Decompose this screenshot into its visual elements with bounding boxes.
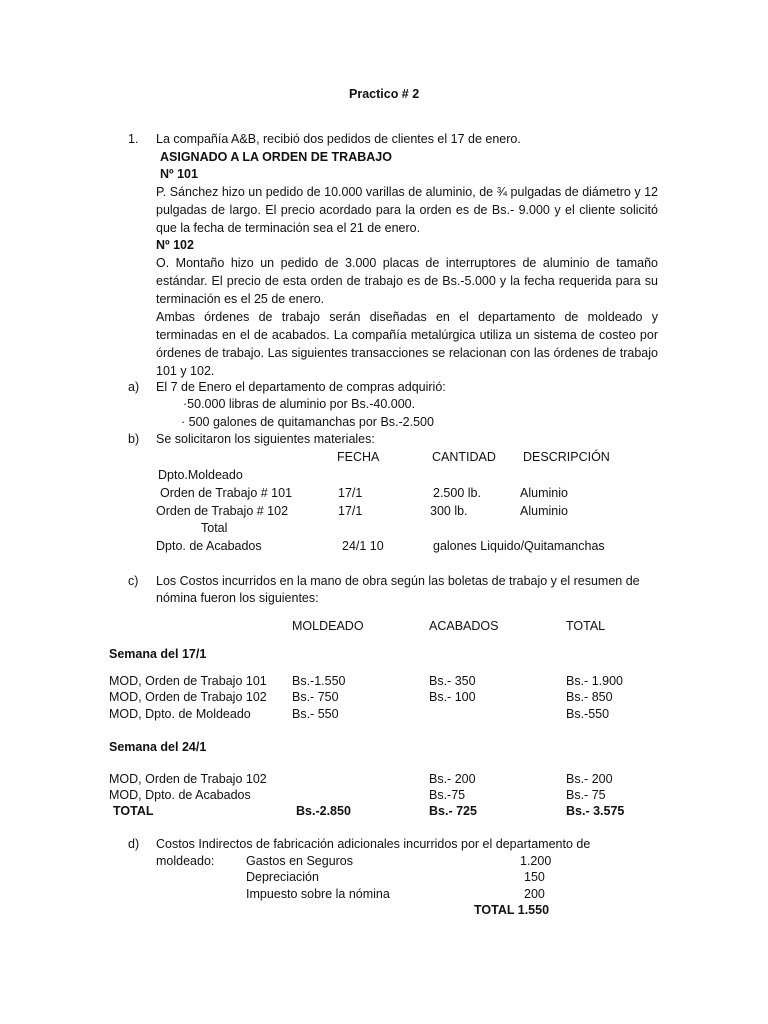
- labor-row-label: MOD, Orden de Trabajo 102: [109, 772, 267, 786]
- overhead-item-label: Gastos en Seguros: [246, 854, 354, 868]
- labor-total-moldeado: Bs.-2.850: [296, 804, 351, 818]
- labor-total-total: Bs.- 3.575: [566, 804, 625, 818]
- labor-total-acabados: Bs.- 725: [429, 804, 477, 818]
- material-row-cantidad: 2.500 lb.: [433, 486, 481, 500]
- overhead-item-value: 1.200: [520, 854, 552, 868]
- overhead-item-label: Depreciación: [246, 870, 319, 884]
- labor-row-total: Bs.- 1.900: [566, 674, 623, 688]
- material-row-label: Orden de Trabajo # 102: [156, 504, 289, 518]
- header-acabados: ACABADOS: [429, 619, 499, 633]
- header-cantidad: CANTIDAD: [432, 450, 496, 464]
- item-a-label: a): [128, 380, 140, 394]
- both-orders-text: Ambas órdenes de trabajo serán diseñadas en el departamento de moldeado y terminadas en el de acabados. La compañía metalúrgica utiliza un sistema de costeo por órdenes de trabajo. Las siguientes transacciones se relacionan con las órdenes de trabajo 101 y 102.: [156, 310, 658, 378]
- header-fecha: FECHA: [337, 450, 380, 464]
- overhead-total: TOTAL 1.550: [474, 903, 550, 917]
- item-number: 1.: [128, 132, 139, 146]
- header-total: TOTAL: [566, 619, 606, 633]
- week-label: Semana del 24/1: [109, 740, 207, 754]
- item-d-text: Costos Indirectos de fabricación adicionales incurridos por el departamento de: [156, 837, 591, 851]
- materials-total-label: Total: [201, 521, 228, 535]
- overhead-item-value: 150: [524, 870, 545, 884]
- item-d-text: moldeado:: [156, 854, 215, 868]
- purchase-item: ·50.000 libras de aluminio por Bs.-40.000.: [183, 397, 416, 411]
- labor-row-label: MOD, Orden de Trabajo 102: [109, 690, 267, 704]
- labor-row-acabados: Bs.- 350: [429, 674, 476, 688]
- page-title: Practico # 2: [349, 87, 420, 101]
- item-b-label: b): [128, 432, 140, 446]
- labor-row-label: MOD, Dpto. de Acabados: [109, 788, 251, 802]
- order-102-label: Nº 102: [156, 238, 194, 252]
- order-101-text: P. Sánchez hizo un pedido de 10.000 varillas de aluminio, de ¾ pulgadas de diámetro y 12 pulgadas de largo. El precio acordado para la orden es de Bs.- 9.000 y el cliente solicitó que la fecha de terminación sea el 21 de enero.: [156, 185, 658, 235]
- item-d-label: d): [128, 837, 140, 851]
- item-c-label: c): [128, 574, 139, 588]
- labor-row-label: MOD, Orden de Trabajo 101: [109, 674, 267, 688]
- labor-row-moldeado: Bs.-1.550: [292, 674, 346, 688]
- material-row-descripcion: Aluminio: [520, 504, 568, 518]
- material-row-cantidad: 300 lb.: [430, 504, 468, 518]
- overhead-item-value: 200: [524, 887, 545, 901]
- item-a-text: El 7 de Enero el departamento de compras adquirió:: [156, 380, 446, 394]
- order-101-label: Nº 101: [160, 167, 198, 181]
- header-descripcion: DESCRIPCIÓN: [523, 450, 610, 464]
- material-row-fecha: 24/1 10: [342, 539, 384, 553]
- labor-row-moldeado: Bs.- 550: [292, 707, 339, 721]
- order-102-text: O. Montaño hizo un pedido de 3.000 placas de interruptores de aluminio de tamaño estándar. El precio de esta orden de trabajo es de Bs.-5.000 y la fecha requerida para su terminación es el 25 de enero.: [156, 256, 658, 306]
- header-moldeado: MOLDEADO: [292, 619, 364, 633]
- material-row-descripcion: galones Liquido/Quitamanchas: [433, 539, 605, 553]
- labor-row-acabados: Bs.- 200: [429, 772, 476, 786]
- material-row-label: Dpto. de Acabados: [156, 539, 262, 553]
- intro-text: La compañía A&B, recibió dos pedidos de clientes el 17 de enero.: [156, 132, 521, 146]
- assigned-heading: ASIGNADO A LA ORDEN DE TRABAJO: [160, 150, 392, 164]
- labor-total-label: TOTAL: [113, 804, 154, 818]
- labor-row-total: Bs.-550: [566, 707, 610, 721]
- labor-row-moldeado: Bs.- 750: [292, 690, 339, 704]
- item-b-text: Se solicitaron los siguientes materiales:: [156, 432, 375, 446]
- labor-row-acabados: Bs.-75: [429, 788, 466, 802]
- material-row-fecha: 17/1: [338, 486, 363, 500]
- item-c-text: Los Costos incurridos en la mano de obra según las boletas de trabajo y el resumen de: [156, 574, 640, 588]
- dept-moldeado: Dpto.Moldeado: [158, 468, 243, 482]
- labor-row-acabados: Bs.- 100: [429, 690, 476, 704]
- labor-row-total: Bs.- 200: [566, 772, 613, 786]
- week-label: Semana del 17/1: [109, 647, 207, 661]
- labor-row-total: Bs.- 75: [566, 788, 606, 802]
- material-row-fecha: 17/1: [338, 504, 363, 518]
- overhead-item-label: Impuesto sobre la nómina: [246, 887, 390, 901]
- item-c-text: nómina fueron los siguientes:: [156, 591, 319, 605]
- labor-row-label: MOD, Dpto. de Moldeado: [109, 707, 251, 721]
- material-row-label: Orden de Trabajo # 101: [160, 486, 293, 500]
- purchase-item: · 500 galones de quitamanchas por Bs.-2.500: [181, 415, 434, 429]
- labor-row-total: Bs.- 850: [566, 690, 613, 704]
- material-row-descripcion: Aluminio: [520, 486, 568, 500]
